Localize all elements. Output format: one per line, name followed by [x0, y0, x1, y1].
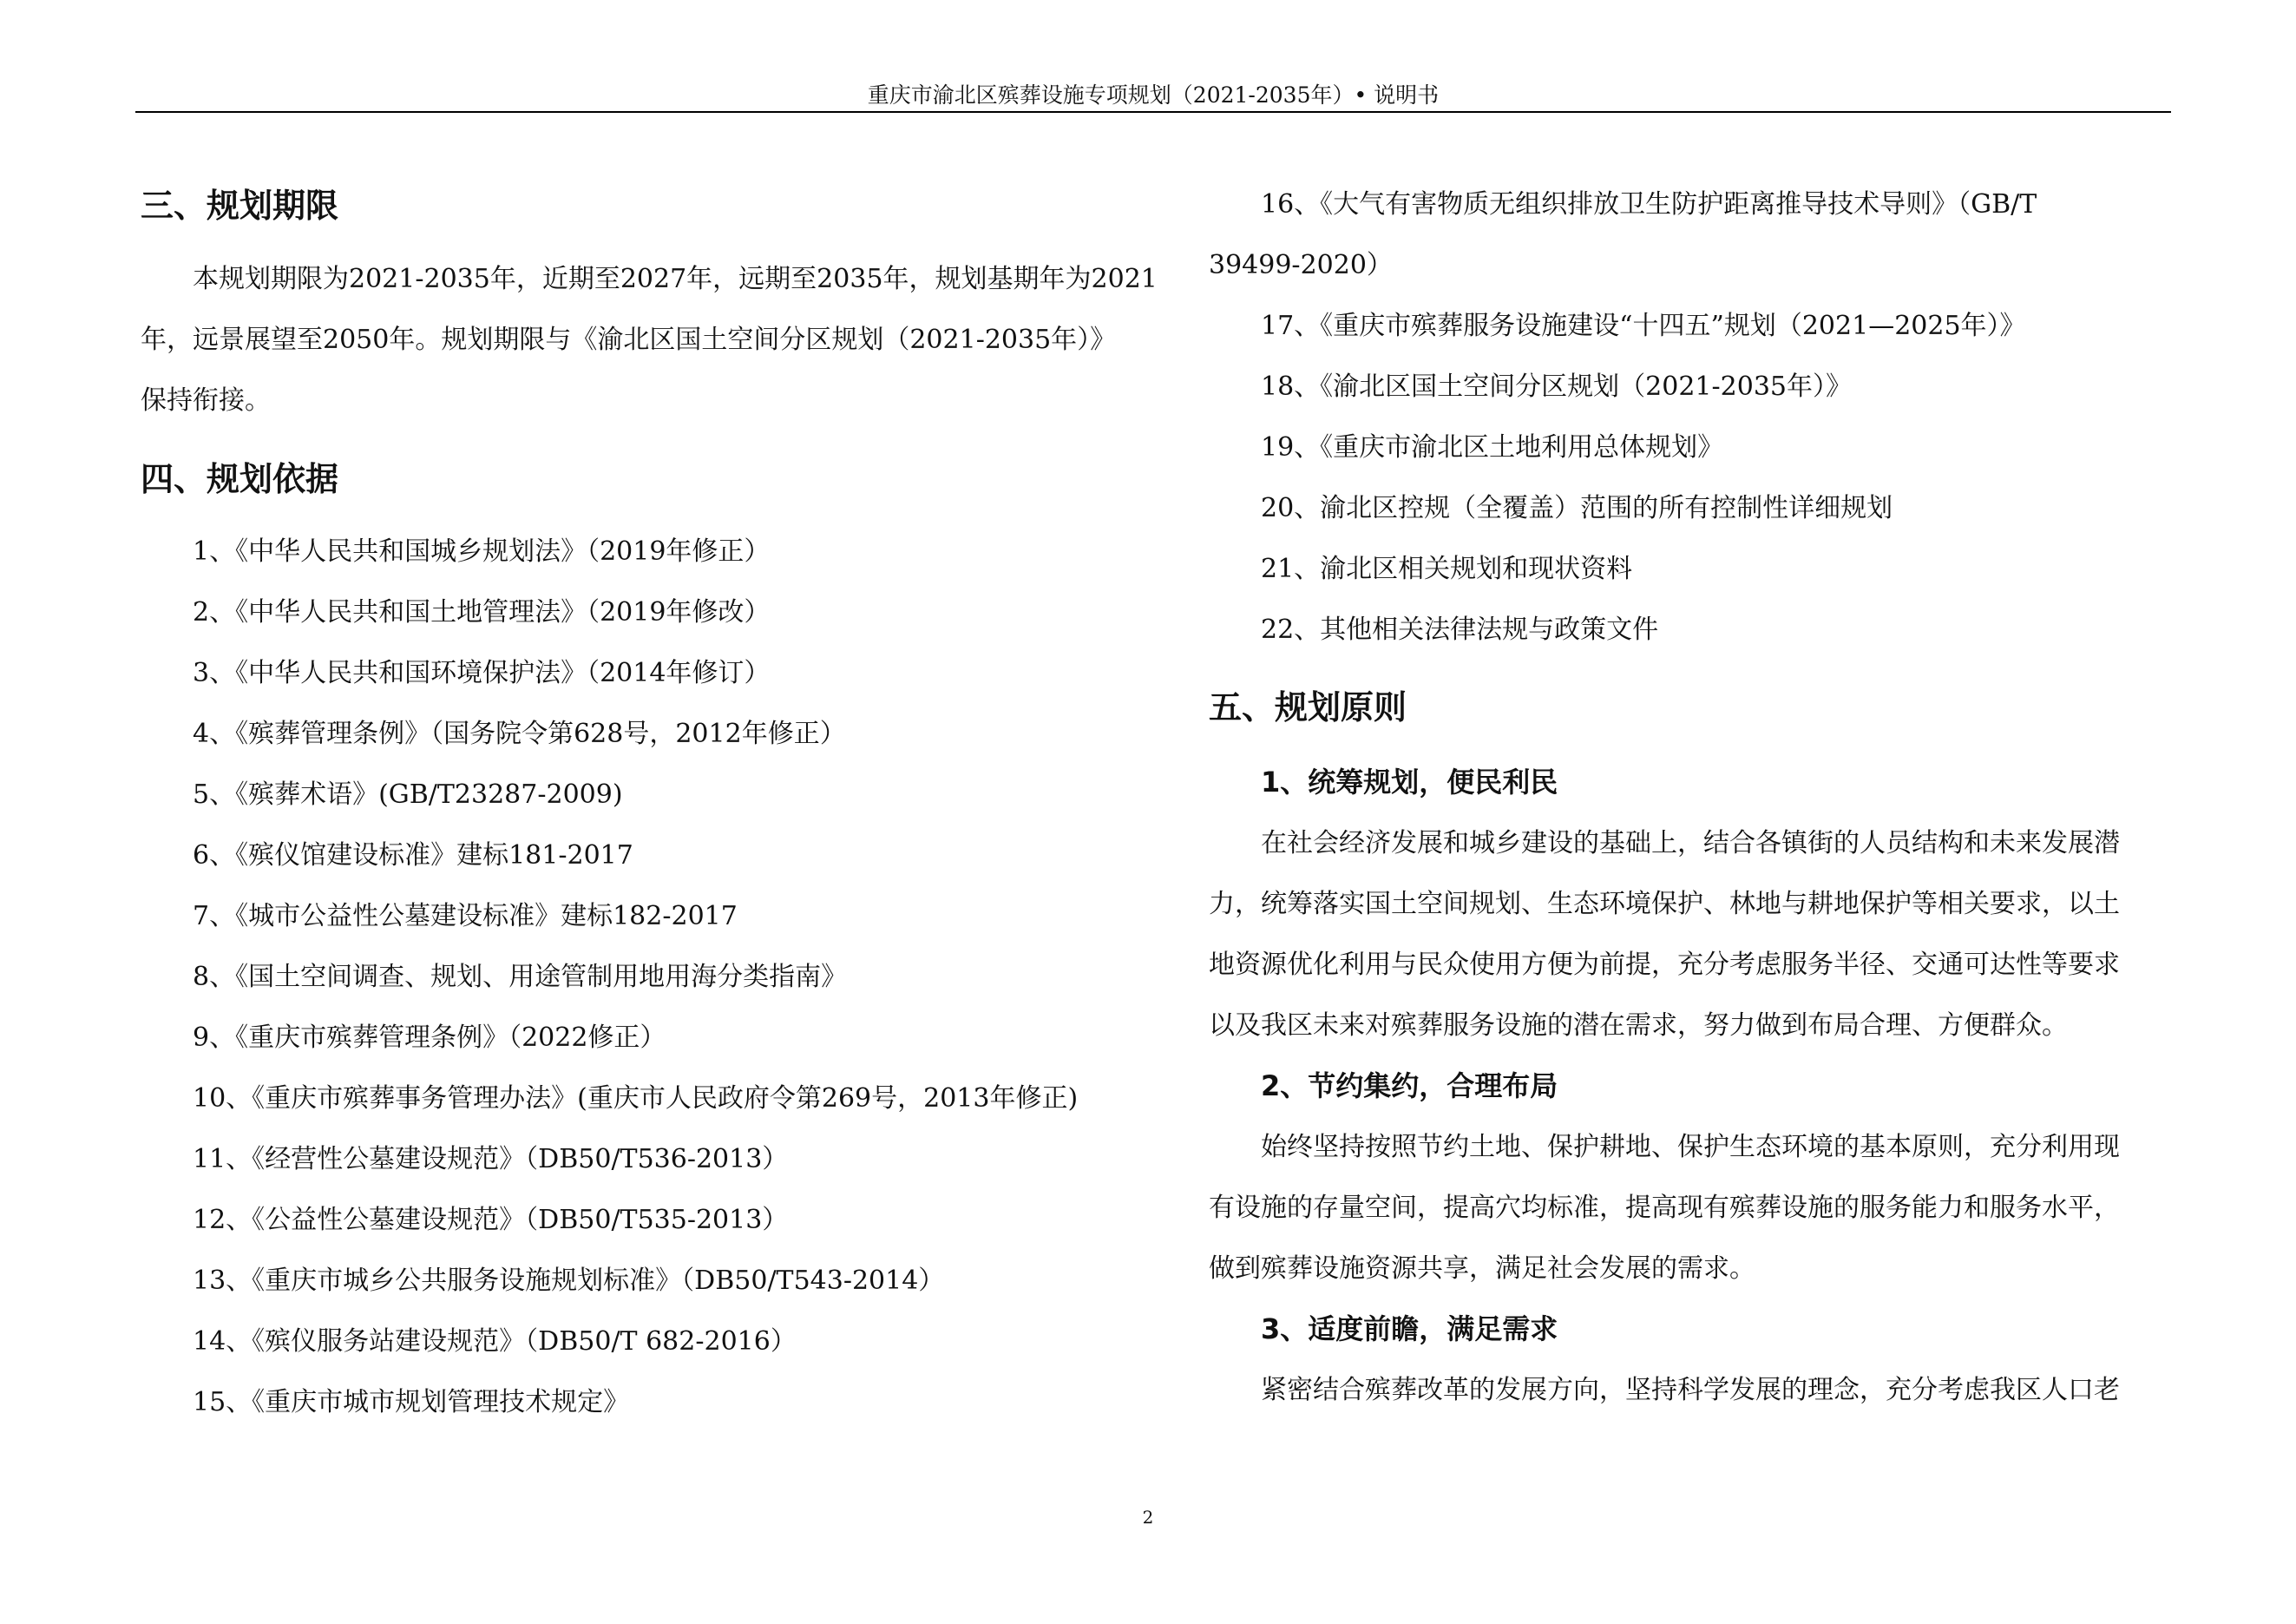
basis-item: 11、《经营性公墓建设规范》（DB50/T536-2013） — [193, 1144, 789, 1174]
principle-1-line: 在社会经济发展和城乡建设的基础上，结合各镇街的人员结构和未来发展潜 — [1261, 828, 2120, 858]
basis-item: 18、《渝北区国土空间分区规划（2021-2035年）》 — [1261, 371, 1853, 402]
basis-item: 15、《重庆市城市规划管理技术规定》 — [193, 1387, 630, 1417]
basis-item: 19、《重庆市渝北区土地利用总体规划》 — [1261, 432, 1724, 463]
header-rule — [135, 111, 2171, 113]
section-5-heading: 五、规划原则 — [1209, 688, 1407, 727]
principle-1-title: 1、统筹规划，便民利民 — [1261, 766, 1558, 799]
basis-item: 13、《重庆市城乡公共服务设施规划标准》（DB50/T543-2014） — [193, 1266, 945, 1296]
basis-item: 1、《中华人民共和国城乡规划法》（2019年修正） — [193, 536, 771, 567]
principle-3-title: 3、适度前瞻，满足需求 — [1261, 1312, 1558, 1345]
principle-1-line: 以及我区未来对殡葬服务设施的潜在需求，努力做到布局合理、方便群众。 — [1209, 1010, 2068, 1041]
basis-item: 16、《大气有害物质无组织排放卫生防护距离推导技术导则》（GB/T — [1261, 189, 2037, 220]
basis-item: 10、《重庆市殡葬事务管理办法》(重庆市人民政府令第269号，2013年修正) — [193, 1083, 1079, 1114]
basis-item: 8、《国土空间调查、规划、用途管制用地用海分类指南》 — [193, 962, 848, 992]
basis-item: 21、渝北区相关规划和现状资料 — [1261, 554, 1633, 584]
basis-item: 2、《中华人民共和国土地管理法》（2019年修改） — [193, 597, 771, 628]
basis-item: 22、其他相关法律法规与政策文件 — [1261, 615, 1659, 645]
section-3-para-line: 年，远景展望至2050年。规划期限与《渝北区国土空间分区规划（2021-2035年）》 — [141, 325, 1117, 355]
principle-2-title: 2、节约集约，合理布局 — [1261, 1069, 1558, 1102]
principle-1-line: 力，统筹落实国土空间规划、生态环境保护、林地与耕地保护等相关要求，以土 — [1209, 889, 2120, 919]
basis-item: 6、《殡仪馆建设标准》建标181-2017 — [193, 840, 633, 871]
basis-item-continuation: 39499-2020） — [1209, 250, 1393, 280]
basis-item: 9、《重庆市殡葬管理条例》（2022修正） — [193, 1022, 666, 1053]
basis-item: 7、《城市公益性公墓建设标准》建标182-2017 — [193, 901, 738, 931]
principle-1-line: 地资源优化利用与民众使用方便为前提，充分考虑服务半径、交通可达性等要求 — [1209, 950, 2120, 980]
page-number: 2 — [1142, 1507, 1154, 1528]
section-4-heading: 四、规划依据 — [141, 460, 339, 498]
principle-3-line: 紧密结合殡葬改革的发展方向，坚持科学发展的理念，充分考虑我区人口老 — [1261, 1375, 2120, 1405]
section-3-para-line: 本规划期限为2021-2035年，近期至2027年，远期至2035年，规划基期年为2021 — [193, 264, 1158, 294]
section-3-heading: 三、规划期限 — [141, 187, 339, 225]
basis-item: 3、《中华人民共和国环境保护法》（2014年修订） — [193, 658, 771, 688]
basis-item: 12、《公益性公墓建设规范》（DB50/T535-2013） — [193, 1205, 789, 1235]
basis-item: 14、《殡仪服务站建设规范》（DB50/T 682-2016） — [193, 1326, 797, 1357]
section-3-para-line: 保持衔接。 — [141, 385, 271, 416]
principle-2-line: 做到殡葬设施资源共享，满足社会发展的需求。 — [1209, 1253, 1755, 1284]
running-header: 重庆市渝北区殡葬设施专项规划（2021-2035年）• 说明书 — [867, 82, 1440, 108]
principle-2-line: 始终坚持按照节约土地、保护耕地、保护生态环境的基本原则，充分利用现 — [1261, 1132, 2120, 1162]
basis-item: 5、《殡葬术语》(GB/T23287-2009) — [193, 779, 623, 810]
basis-item: 20、渝北区控规（全覆盖）范围的所有控制性详细规划 — [1261, 493, 1893, 523]
principle-2-line: 有设施的存量空间，提高穴均标准，提高现有殡葬设施的服务能力和服务水平， — [1209, 1193, 2120, 1223]
basis-item: 17、《重庆市殡葬服务设施建设“十四五”规划（2021—2025年）》 — [1261, 311, 2026, 341]
basis-item: 4、《殡葬管理条例》（国务院令第628号，2012年修正） — [193, 719, 846, 749]
